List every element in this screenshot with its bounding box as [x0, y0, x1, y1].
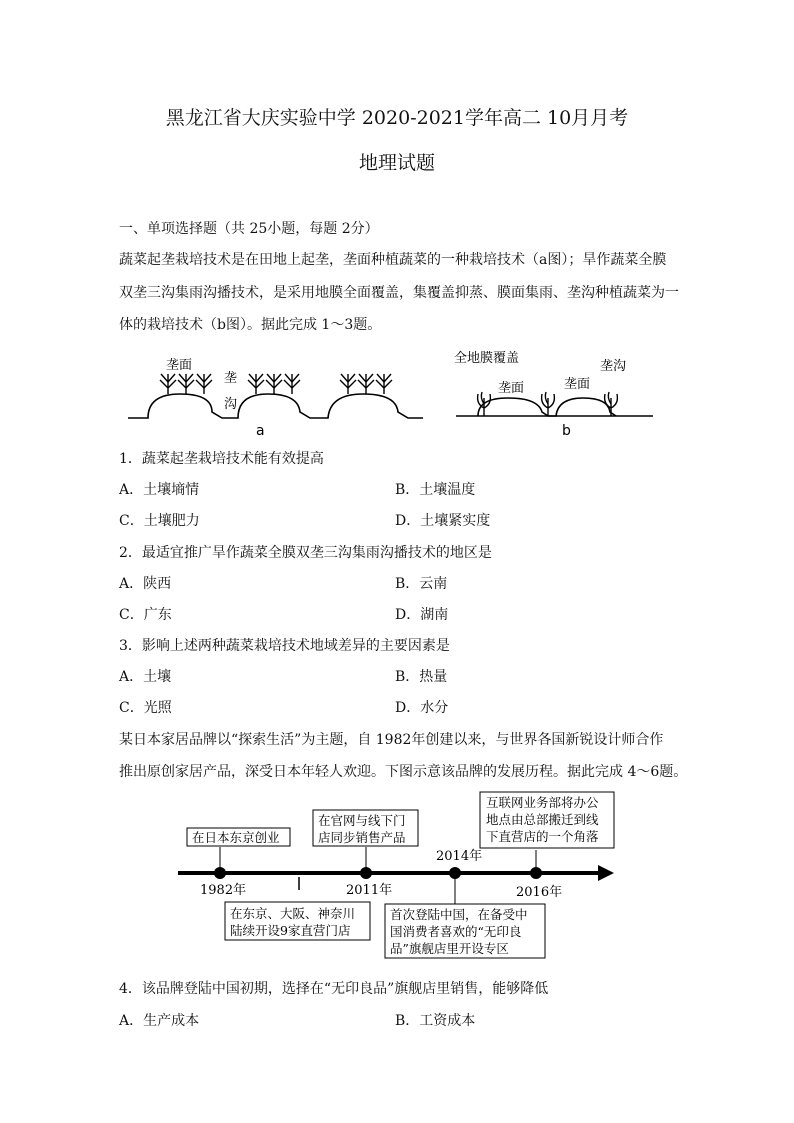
q3-option-c: C．光照 — [119, 700, 172, 716]
event-direct-stores-1: 在东京、大阪、神奈川 — [230, 906, 356, 921]
plant-icon — [160, 374, 392, 394]
page-title: 黑龙江省大庆实验中学 2020-2021学年高二 10月月考 — [165, 107, 629, 129]
section-heading: 一、单项选择题（共 25小题，每题 2分） — [119, 221, 379, 237]
q1-option-d: D．土壤紧实度 — [395, 513, 491, 529]
q2-option-d: D．湖南 — [395, 607, 449, 623]
figure-a-ridge-cultivation — [118, 346, 428, 442]
q2-option-c: C．广东 — [119, 607, 172, 623]
label-ridge-1: 垄面 — [498, 381, 525, 396]
event-founded: 在日本东京创业 — [192, 830, 280, 845]
intro2-line-1: 某日本家居品牌以“探索生活”为主题，自 1982年创建以来，与世界各国新锐设计师合作 — [119, 732, 664, 748]
year-1982: 1982年 — [200, 883, 247, 898]
event-china-entry-3: 品”旗舰店里开设专区 — [390, 941, 509, 956]
event-direct-stores-2: 陆续开设9家直营门店 — [230, 923, 351, 938]
year-2014: 2014年 — [436, 849, 483, 864]
q3-option-a: A．土壤 — [119, 669, 172, 685]
q1-option-a: A．土壤墒情 — [119, 482, 200, 498]
intro1-line-2: 双垄三沟集雨沟播技术，是采用地膜全面覆盖，集覆盖抑蒸、膜面集雨、垄沟种植蔬菜为一 — [119, 285, 679, 301]
brand-timeline — [170, 790, 620, 960]
label-full-film: 全地膜覆盖 — [454, 351, 520, 366]
q3-option-b: B．热量 — [395, 669, 448, 685]
q2-option-b: B．云南 — [395, 576, 448, 592]
event-china-entry-1: 首次登陆中国，在备受中 — [390, 907, 528, 922]
label-ridge-furrow: 垄沟 — [600, 359, 627, 374]
event-online-offline-2: 店同步销售产品 — [318, 830, 406, 845]
event-online-offline-1: 在官网与线下门 — [318, 813, 406, 828]
year-2011: 2011年 — [346, 883, 393, 898]
label-furrow-1: 垄 — [224, 371, 238, 386]
year-2016: 2016年 — [516, 885, 563, 900]
caption-a: a — [256, 423, 265, 439]
caption-b: b — [562, 423, 571, 439]
event-office-move-1: 互联网业务部将办公 — [486, 795, 599, 810]
intro1-line-3: 体的栽培技术（b图）。据此完成 1～3题。 — [119, 317, 382, 333]
q2-stem: 2．最适宜推广旱作蔬菜全膜双垄三沟集雨沟播技术的地区是 — [119, 545, 492, 561]
label-furrow-2: 沟 — [224, 397, 238, 412]
q3-stem: 3．影响上述两种蔬菜栽培技术地域差异的主要因素是 — [119, 638, 450, 654]
event-china-entry-2: 国消费者喜欢的“无印良 — [390, 924, 522, 939]
q4-option-b: B．工资成本 — [395, 1013, 476, 1029]
q2-option-a: A．陕西 — [119, 576, 172, 592]
q1-stem: 1．蔬菜起垄栽培技术能有效提高 — [119, 451, 324, 467]
q1-option-c: C．土壤肥力 — [119, 513, 200, 529]
q3-option-d: D．水分 — [395, 700, 449, 716]
label-ridge-surface: 垄面 — [166, 358, 193, 373]
event-office-move-3: 下直营店的一个角落 — [486, 829, 599, 844]
figure-b-film-mulching — [448, 346, 658, 442]
page-subtitle: 地理试题 — [358, 152, 435, 174]
event-office-move-2: 地点由总部搬迁到线 — [486, 812, 599, 827]
q1-option-b: B．土壤温度 — [395, 482, 476, 498]
arrow-head-icon — [598, 865, 614, 881]
intro1-line-1: 蔬菜起垄栽培技术是在田地上起垄，垄面种植蔬菜的一种栽培技术（a图）；旱作蔬菜全膜 — [119, 252, 667, 268]
label-ridge-2: 垄面 — [564, 377, 591, 392]
q4-option-a: A．生产成本 — [119, 1013, 200, 1029]
intro2-line-2: 推出原创家居产品，深受日本年轻人欢迎。下图示意该品牌的发展历程。据此完成 4～6题。 — [119, 764, 688, 780]
q4-stem: 4．该品牌登陆中国初期，选择在“无印良品”旗舰店里销售，能够降低 — [119, 981, 549, 997]
